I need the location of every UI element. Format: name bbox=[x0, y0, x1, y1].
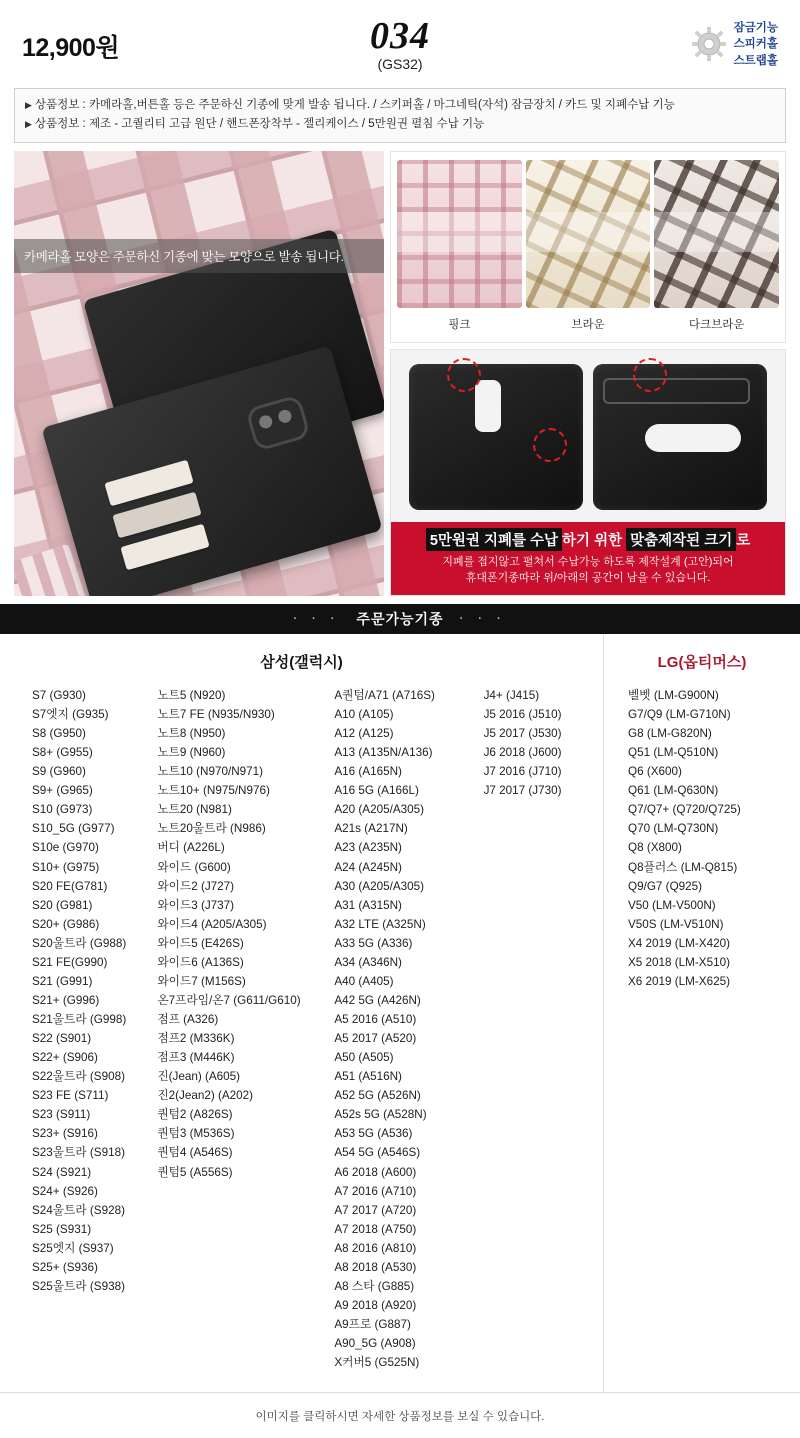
model-list-item: S21울트라 (G998) bbox=[32, 1013, 127, 1026]
model-title-block bbox=[0, 14, 800, 72]
samsung-title: 삼성(갤럭시) bbox=[260, 653, 343, 671]
right-photo-column bbox=[390, 151, 786, 596]
highlight-circle-3 bbox=[533, 428, 567, 462]
model-list-item: Q51 (LM-Q510N) bbox=[628, 746, 719, 760]
model-list-item: G8 (LM-G820N) bbox=[628, 727, 712, 741]
model-list-item: A33 5G (A336) bbox=[334, 936, 413, 950]
model-list-item: A40 (A405) bbox=[334, 974, 394, 988]
model-list-item: 노트5 (N920) bbox=[157, 688, 226, 702]
model-list-item: S9+ (G965) bbox=[32, 784, 93, 798]
samsung-section bbox=[0, 635, 604, 1392]
model-list-item: V50S (LM-V510N) bbox=[628, 917, 724, 931]
model-list-item: A7 2016 (A710) bbox=[334, 1184, 417, 1198]
color-variants bbox=[390, 151, 786, 343]
model-list-item: 진(Jean) (A605) bbox=[157, 1070, 241, 1084]
model-list-item: 노트10 (N970/N971) bbox=[157, 765, 264, 779]
model-list-item: S23 FE (S711) bbox=[32, 1089, 109, 1103]
product-info-text-2: 상품정보 : 제조 - 고퀄리티 고급 원단 / 핸드폰장착부 - 젤리케이스 / 5만원권 펼침 수납 기능 bbox=[34, 117, 485, 130]
model-list-item: A9프로 (G887) bbox=[334, 1318, 411, 1331]
product-info-text-1: 상품정보 : 카메라홀,버튼홀 등은 주문하신 기종에 맞게 발송 됩니다. / 스키퍼홀 / 마그네틱(자석) 잠금장치 / 카드 및 지폐수납 기능 bbox=[34, 99, 675, 111]
dots-right: · · · bbox=[459, 612, 507, 625]
lg-section bbox=[604, 635, 800, 1392]
model-list-item: 점프2 (M336K) bbox=[157, 1032, 235, 1046]
model-list-item: S10+ (G975) bbox=[32, 860, 100, 874]
samsung-column-4 bbox=[484, 686, 593, 1372]
model-list-item: 와이드7 (M156S) bbox=[157, 974, 246, 988]
model-list-item: J4+ (J415) bbox=[483, 688, 540, 702]
shell-right bbox=[593, 364, 767, 510]
model-list-item: Q9/G7 (Q925) bbox=[628, 879, 703, 893]
page-header bbox=[0, 0, 800, 88]
model-list-item: S10e (G970) bbox=[32, 841, 99, 855]
model-list-item: S9 (G960) bbox=[32, 765, 86, 779]
model-list-item: S21+ (G996) bbox=[32, 993, 100, 1007]
model-list-item: X4 2019 (LM-X420) bbox=[628, 936, 730, 950]
samsung-column-1 bbox=[10, 686, 157, 1372]
model-list-item: 퀀텀3 (M536S) bbox=[157, 1127, 235, 1141]
samsung-column-2 bbox=[157, 686, 334, 1372]
triangle-bullet-icon: ▶ bbox=[25, 118, 32, 129]
size-banner-line-1 bbox=[399, 528, 777, 551]
model-list-item: S25 (S931) bbox=[32, 1222, 92, 1236]
top-cutout bbox=[603, 378, 749, 404]
order-models-bar bbox=[0, 604, 800, 634]
color-option-brown[interactable] bbox=[526, 160, 651, 342]
feature-badges bbox=[692, 20, 778, 69]
model-list-item: J5 2016 (J510) bbox=[483, 708, 562, 721]
model-list-item: 점프 (A326) bbox=[157, 1013, 219, 1026]
model-list-item: A16 5G (A166L) bbox=[334, 784, 419, 798]
highlight-circle-2 bbox=[633, 358, 667, 392]
feature-item-1: 스피커홀 bbox=[733, 38, 778, 51]
color-option-pink[interactable] bbox=[397, 160, 522, 342]
price-label: 12,900원 bbox=[22, 34, 120, 62]
model-list-item: Q8플러스 (LM-Q815) bbox=[628, 860, 738, 874]
model-list-item: A20 (A205/A305) bbox=[334, 803, 425, 817]
color-swatch-darkbrown bbox=[654, 160, 779, 308]
triangle-bullet-icon: ▶ bbox=[25, 100, 32, 110]
model-list-item: X6 2019 (LM-X625) bbox=[628, 974, 730, 988]
model-list-item: A52s 5G (A528N) bbox=[334, 1108, 427, 1122]
side-cutout bbox=[645, 424, 741, 452]
model-list-item: J6 2018 (J600) bbox=[483, 746, 562, 760]
model-list-item: A퀀텀/A71 (A716S) bbox=[334, 688, 435, 702]
model-list-item: G7/Q9 (LM-G710N) bbox=[628, 708, 731, 721]
model-list-item: S24울트라 (S928) bbox=[32, 1203, 125, 1217]
model-number: 034 bbox=[370, 15, 430, 57]
model-list-item: S22+ (S906) bbox=[32, 1051, 98, 1065]
size-banner-emph-2: 맞춤제작된 크기 bbox=[626, 528, 736, 551]
model-list-item: S8 (G950) bbox=[32, 727, 86, 741]
model-list-item: X5 2018 (LM-X510) bbox=[628, 955, 730, 969]
model-list-item: A52 5G (A526N) bbox=[334, 1089, 421, 1103]
dots-left: · · · bbox=[293, 612, 341, 625]
size-banner-tail: 로 bbox=[736, 533, 751, 550]
model-list-item: S7엣지 (G935) bbox=[32, 708, 109, 721]
model-list-item: S20+ (G986) bbox=[32, 917, 100, 931]
model-lists bbox=[0, 634, 800, 1392]
model-list-item: 노트10+ (N975/N976) bbox=[157, 784, 270, 798]
model-list-item: S23+ (S916) bbox=[32, 1127, 98, 1141]
model-list-item: S21 (G991) bbox=[32, 974, 93, 988]
color-label-darkbrown: 다크브라운 bbox=[688, 318, 745, 331]
model-list-item: 와이드 (G600) bbox=[157, 860, 231, 874]
size-banner-line-2: 지폐를 접지않고 펼쳐서 수납가능 하도록 제작설계 (고안)되어 bbox=[442, 556, 734, 569]
size-banner-mid: 하기 위한 bbox=[562, 533, 627, 550]
model-list-item: A5 2016 (A510) bbox=[334, 1013, 417, 1026]
model-list-item: 와이드3 (J737) bbox=[157, 898, 235, 912]
model-list-item: X커버5 (G525N) bbox=[334, 1356, 420, 1370]
model-list-item: 와이드4 (A205/A305) bbox=[157, 917, 267, 931]
color-option-darkbrown[interactable] bbox=[654, 160, 779, 342]
footer-note: 이미지를 클릭하시면 자세한 상품정보를 보실 수 있습니다. bbox=[0, 1392, 800, 1438]
model-list-item: A16 (A165N) bbox=[334, 765, 402, 779]
model-list-item: 퀀텀5 (A556S) bbox=[157, 1165, 233, 1179]
gear-icon bbox=[692, 27, 726, 61]
model-list-item: S22 (S901) bbox=[32, 1032, 92, 1046]
highlight-circle-1 bbox=[447, 358, 481, 392]
model-list-item: A42 5G (A426N) bbox=[334, 993, 421, 1007]
model-list-item: J7 2017 (J730) bbox=[483, 784, 562, 798]
product-info-row-2 bbox=[25, 115, 775, 134]
model-code: (GS32) bbox=[377, 56, 423, 72]
model-list-item: A32 LTE (A325N) bbox=[334, 917, 426, 931]
model-list-item: A21s (A217N) bbox=[334, 822, 408, 836]
feature-item-0: 잠금기능 bbox=[733, 22, 778, 34]
model-list-item: 와이드6 (A136S) bbox=[157, 955, 244, 969]
model-list-item: A24 (A245N) bbox=[334, 860, 402, 874]
size-detail-photo[interactable] bbox=[390, 349, 786, 596]
model-list-item: S25울트라 (S938) bbox=[32, 1279, 125, 1293]
model-list-item: 버디 (A226L) bbox=[157, 841, 225, 855]
samsung-columns bbox=[0, 686, 603, 1372]
size-banner-line-3: 휴대폰기종따라 위/아래의 공간이 남을 수 있습니다. bbox=[465, 572, 711, 584]
model-list-item: A8 2016 (A810) bbox=[334, 1241, 417, 1255]
model-list-item: 노트20울트라 (N986) bbox=[157, 822, 266, 836]
swatch-band bbox=[397, 212, 522, 252]
feature-item-2: 스트랩홀 bbox=[733, 54, 778, 67]
main-product-photo[interactable] bbox=[14, 151, 384, 596]
lg-column bbox=[604, 686, 800, 991]
model-list-item: Q61 (LM-Q630N) bbox=[628, 784, 719, 798]
model-list-item: A31 (A315N) bbox=[334, 898, 402, 912]
model-list-item: J7 2016 (J710) bbox=[483, 765, 562, 779]
model-list-item: A5 2017 (A520) bbox=[334, 1032, 417, 1046]
swatch-band bbox=[526, 212, 651, 252]
model-list-item: A34 (A346N) bbox=[334, 955, 402, 969]
model-list-item: A53 5G (A536) bbox=[334, 1127, 413, 1141]
model-list-item: A6 2018 (A600) bbox=[334, 1165, 417, 1179]
color-swatch-pink bbox=[397, 160, 522, 308]
model-list-item: A8 스타 (G885) bbox=[334, 1279, 415, 1293]
model-list-item: S10_5G (G977) bbox=[32, 822, 115, 836]
size-banner bbox=[391, 522, 785, 595]
model-list-item: S20울트라 (G988) bbox=[32, 936, 127, 950]
product-info-box bbox=[14, 88, 786, 143]
model-list-item: S25+ (S936) bbox=[32, 1260, 98, 1274]
model-list-item: Q70 (LM-Q730N) bbox=[628, 822, 719, 836]
model-list-item: 노트8 (N950) bbox=[157, 727, 226, 741]
model-list-item: 노트7 FE (N935/N930) bbox=[157, 708, 275, 721]
model-list-item: A23 (A235N) bbox=[334, 841, 402, 855]
model-list-item: Q6 (X600) bbox=[628, 765, 682, 779]
model-list-item: J5 2017 (J530) bbox=[483, 727, 562, 741]
model-list-item: S22울트라 (S908) bbox=[32, 1070, 125, 1084]
model-list-item: S24 (S921) bbox=[32, 1165, 92, 1179]
color-label-brown: 브라운 bbox=[571, 318, 605, 331]
model-list-item: A50 (A505) bbox=[334, 1051, 394, 1065]
photo-overlay-caption: 카메라홀 모양은 주문하신 기종에 맞는 모양으로 발송 됩니다. bbox=[14, 239, 384, 273]
model-list-item: A90_5G (A908) bbox=[334, 1337, 416, 1351]
model-list-item: A7 2017 (A720) bbox=[334, 1203, 417, 1217]
color-label-pink: 핑크 bbox=[448, 318, 471, 331]
model-list-item: S24+ (S926) bbox=[32, 1184, 98, 1198]
size-banner-emph-1: 5만원권 지폐를 수납 bbox=[426, 528, 562, 551]
model-list-item: S23울트라 (S918) bbox=[32, 1146, 125, 1160]
model-list-item: 와이드5 (E426S) bbox=[157, 936, 244, 950]
model-list-item: 진2(Jean2) (A202) bbox=[157, 1089, 254, 1103]
model-list-item: V50 (LM-V500N) bbox=[628, 898, 716, 912]
photo-section bbox=[14, 151, 786, 596]
model-list-item: 벨벳 (LM-G900N) bbox=[628, 688, 719, 702]
model-list-item: A13 (A135N/A136) bbox=[334, 746, 433, 760]
model-list-item: 노트20 (N981) bbox=[157, 803, 232, 817]
model-list-item: S7 (G930) bbox=[32, 688, 86, 702]
model-list-item: S21 FE(G990) bbox=[32, 955, 108, 969]
camera-cutout bbox=[475, 380, 501, 432]
product-info-row-1 bbox=[25, 96, 775, 115]
model-list-item: S10 (G973) bbox=[32, 803, 93, 817]
model-list-item: 점프3 (M446K) bbox=[157, 1051, 235, 1065]
swatch-band bbox=[654, 212, 779, 252]
model-list-item: 온7프라임/온7 (G611/G610) bbox=[157, 993, 301, 1007]
model-list-item: Q7/Q7+ (Q720/Q725) bbox=[628, 803, 741, 817]
color-swatch-brown bbox=[526, 160, 651, 308]
feature-list bbox=[734, 20, 778, 69]
model-list-item: 와이드2 (J727) bbox=[157, 879, 235, 893]
model-list-item: S20 FE(G781) bbox=[32, 879, 108, 893]
order-models-title: 주문가능기종 bbox=[356, 610, 444, 627]
model-list-item: 퀀텀2 (A826S) bbox=[157, 1108, 233, 1122]
model-list-item: A10 (A105) bbox=[334, 708, 394, 721]
model-list-item: S23 (S911) bbox=[32, 1108, 91, 1122]
model-list-item: A7 2018 (A750) bbox=[334, 1222, 417, 1236]
model-list-item: Q8 (X800) bbox=[628, 841, 682, 855]
model-list-item: A8 2018 (A530) bbox=[334, 1260, 417, 1274]
model-list-item: S20 (G981) bbox=[32, 898, 93, 912]
model-list-item: A51 (A516N) bbox=[334, 1070, 402, 1084]
model-list-item: 노트9 (N960) bbox=[157, 746, 226, 760]
lg-title: LG(옵티머스) bbox=[657, 653, 747, 671]
samsung-column-3 bbox=[334, 686, 483, 1372]
model-list-item: A9 2018 (A920) bbox=[334, 1298, 417, 1312]
model-list-item: 퀀텀4 (A546S) bbox=[157, 1146, 233, 1160]
model-list-item: S25엣지 (S937) bbox=[32, 1241, 114, 1255]
model-list-item: A54 5G (A546S) bbox=[334, 1146, 421, 1160]
model-list-item: S8+ (G955) bbox=[32, 746, 93, 760]
model-list-item: A30 (A205/A305) bbox=[334, 879, 425, 893]
model-list-item: A12 (A125) bbox=[334, 727, 394, 741]
